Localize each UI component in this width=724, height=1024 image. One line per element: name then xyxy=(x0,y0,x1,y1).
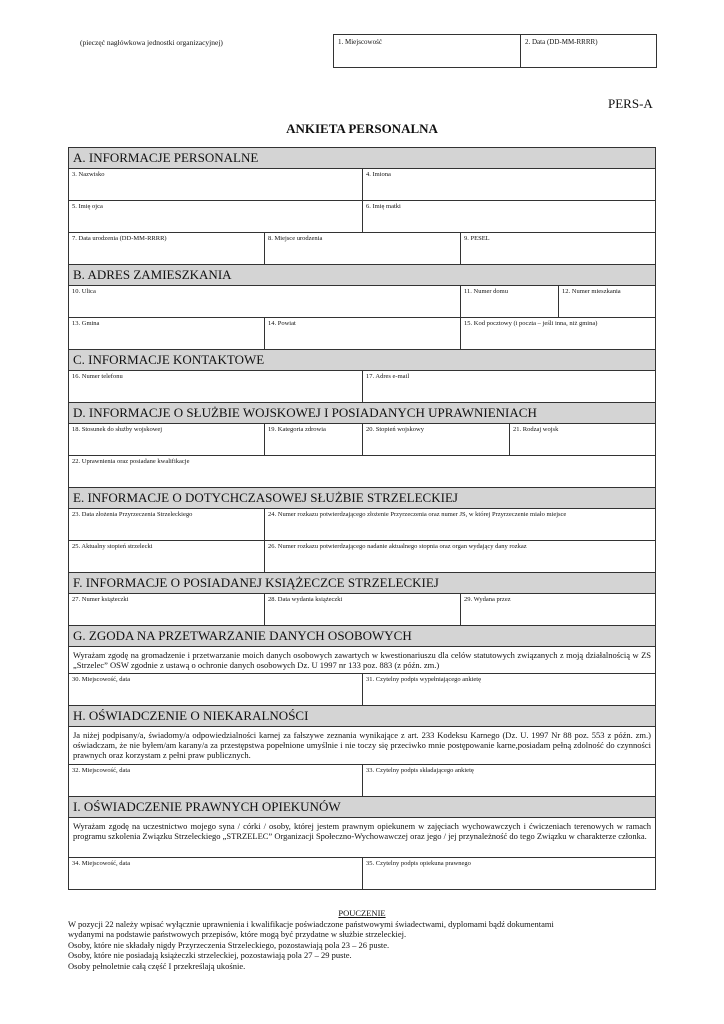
questionnaire-form xyxy=(68,148,656,890)
field-house-number[interactable]: 11. Numer domu xyxy=(461,286,559,317)
field-place-date-h[interactable]: 32. Miejscowość, data xyxy=(69,765,363,796)
form-row xyxy=(68,370,656,403)
field-father-name[interactable]: 5. Imię ojca xyxy=(69,201,363,232)
field-place-date-i[interactable]: 34. Miejscowość, data xyxy=(69,858,363,889)
data-consent-text: Wyrażam zgodę na gromadzenie i przetwarzanie moich danych osobowych zawartych w kwestionariuszu dla celów statutowych związanych z moją działalnością w ZS „Strzelec” OSW zgodnie z ustawą o ochronie danych osobowych Dz. U 1997 nr 133 poz. 883 (z późn. zm.) xyxy=(68,646,656,674)
instruction-line: Osoby, które nie składały nigdy Przyrzeczenia Strzeleckiego, pozostawiają pola 23 – 26 puste. xyxy=(68,939,390,950)
field-booklet-issued-by[interactable]: 29. Wydana przez xyxy=(464,596,511,603)
guardian-consent-text: Wyrażam zgodę na uczestnictwo mojego syna / córki / osoby, której jestem prawnym opiekunem w zajęciach wychowawczych i ćwiczeniach terenowych w ramach programu szkolenia Związku Strzeleckiego „STRZELEC” Organizacji Społeczno-Wychowawczej oraz jego / jej przynależność do tego Związku w charakterze członka. xyxy=(68,817,656,858)
field-military-rank[interactable]: 20. Stopień wojskowy xyxy=(363,424,510,455)
form-row xyxy=(68,857,656,890)
field-booklet-number[interactable]: 27. Numer książeczki xyxy=(69,594,265,625)
field-postal-code[interactable]: 15. Kod pocztowy (i poczta – jeśli inna, niż gmina) xyxy=(464,320,598,327)
instruction-line: wydanymi na podstawie państwowych przepisów, które mogą być przydatne w służbie strzeleckiej. xyxy=(68,929,407,939)
form-row xyxy=(68,764,656,797)
field-health-category[interactable]: 19. Kategoria zdrowia xyxy=(265,424,363,455)
form-row xyxy=(68,200,656,233)
header-box xyxy=(333,34,657,68)
organization-stamp-label: (pieczęć nagłówkowa jednostki organizacyjnej) xyxy=(80,38,223,47)
field-qualifications[interactable]: 22. Uprawnienia oraz posiadane kwalifikacje xyxy=(72,458,190,465)
page-title: ANKIETA PERSONALNA xyxy=(286,121,438,136)
section-h-header: H. OŚWIADCZENIE O NIEKARALNOŚCI xyxy=(68,705,656,727)
instructions xyxy=(68,908,656,971)
form-row xyxy=(68,540,656,573)
section-b-header: B. ADRES ZAMIESZKANIA xyxy=(68,264,656,286)
form-row xyxy=(68,168,656,201)
field-rank-order-number[interactable]: 26. Numer rozkazu potwierdzającego nadanie aktualnego stopnia oraz organ wydający dany rozkaz xyxy=(268,543,527,550)
section-i-header: I. OŚWIADCZENIE PRAWNYCH OPIEKUNÓW xyxy=(68,796,656,818)
instruction-line: W pozycji 22 należy wpisać wyłącznie uprawnienia i kwalifikacje poświadczone państwowymi świadectwami, dyplomami bądź dokumentami xyxy=(68,918,554,929)
form-row xyxy=(68,508,656,541)
place-field[interactable] xyxy=(334,35,521,67)
field-military-branch[interactable]: 21. Rodzaj wojsk xyxy=(513,426,559,433)
instructions-heading: POUCZENIE xyxy=(338,908,386,918)
field-apartment-number[interactable]: 12. Numer mieszkania xyxy=(562,288,621,295)
section-e-header: E. INFORMACJE O DOTYCHCZASOWEJ SŁUŻBIE STRZELECKIEJ xyxy=(68,487,656,509)
form-row xyxy=(68,593,656,626)
date-label: 2. Data (DD-MM-RRRR) xyxy=(525,38,598,46)
form-row xyxy=(68,232,656,265)
place-label: 1. Miejscowość xyxy=(338,38,382,46)
field-place-date-g[interactable]: 30. Miejscowość, data xyxy=(69,674,363,705)
instruction-line: Osoby, które nie posiadają książeczki strzeleckiej, pozostawiają pola 27 – 29 puste. xyxy=(68,950,352,960)
field-mother-name[interactable]: 6. Imię matki xyxy=(366,203,401,210)
field-military-status[interactable]: 18. Stosunek do służby wojskowej xyxy=(69,424,265,455)
form-row xyxy=(68,317,656,350)
date-field[interactable] xyxy=(521,35,656,67)
section-d-header: D. INFORMACJE O SŁUŻBIE WOJSKOWEJ I POSIADANYCH UPRAWNIENIACH xyxy=(68,402,656,424)
form-row xyxy=(68,455,656,488)
section-f-header: F. INFORMACJE O POSIADANEJ KSIĄŻECZCE STRZELECKIEJ xyxy=(68,572,656,594)
field-county[interactable]: 14. Powiat xyxy=(265,318,461,349)
field-oath-order-number[interactable]: 24. Numer rozkazu potwierdzającego złożenie Przyrzeczenia oraz numer JS, w której Przyrzeczenie miało miejsce xyxy=(268,511,567,518)
form-row xyxy=(68,423,656,456)
instruction-line: Osoby pełnoletnie całą część I przekreślają ukośnie. xyxy=(68,960,246,971)
form-row xyxy=(68,285,656,318)
no-criminal-record-text: Ja niżej podpisany/a, świadomy/a odpowiedzialności karnej za fałszywe zeznania wynikające z art. 233 Kodeksu Karnego (Dz. U. 1997 Nr 88 poz. 553 z późn. zm.) oświadczam, że nie byłem/am karany/a za przestępstwa popełnione umyślnie i nie toczy się przeciwko mnie postępowanie karne,posiadam pełną zdolność do czynności prawnych oraz korzystam z pełni praw publicznych. xyxy=(68,726,656,765)
field-booklet-issue-date[interactable]: 28. Data wydania książeczki xyxy=(265,594,461,625)
field-signature-g[interactable]: 31. Czytelny podpis wypełniającego ankietę xyxy=(366,676,481,683)
field-birth-date[interactable]: 7. Data urodzenia (DD-MM-RRRR) xyxy=(69,233,265,264)
field-email[interactable]: 17. Adres e-mail xyxy=(366,373,410,380)
field-first-names[interactable]: 4. Imiona xyxy=(366,171,391,178)
field-street[interactable]: 10. Ulica xyxy=(69,286,461,317)
field-current-rank[interactable]: 25. Aktualny stopień strzelecki xyxy=(69,541,265,572)
field-signature-h[interactable]: 33. Czytelny podpis składającego ankietę xyxy=(366,767,474,774)
section-a-header: A. INFORMACJE PERSONALNE xyxy=(68,147,656,169)
field-municipality[interactable]: 13. Gmina xyxy=(69,318,265,349)
form-code: PERS-A xyxy=(608,96,653,111)
field-guardian-signature[interactable]: 35. Czytelny podpis opiekuna prawnego xyxy=(366,860,471,867)
field-pesel[interactable]: 9. PESEL xyxy=(464,235,490,242)
field-surname[interactable]: 3. Nazwisko xyxy=(69,169,363,200)
field-oath-date[interactable]: 23. Data złożenia Przyrzeczenia Strzeleckiego xyxy=(69,509,265,540)
form-row xyxy=(68,673,656,706)
section-c-header: C. INFORMACJE KONTAKTOWE xyxy=(68,349,656,371)
field-phone[interactable]: 16. Numer telefonu xyxy=(69,371,363,402)
field-birth-place[interactable]: 8. Miejsce urodzenia xyxy=(265,233,461,264)
section-g-header: G. ZGODA NA PRZETWARZANIE DANYCH OSOBOWYCH xyxy=(68,625,656,647)
